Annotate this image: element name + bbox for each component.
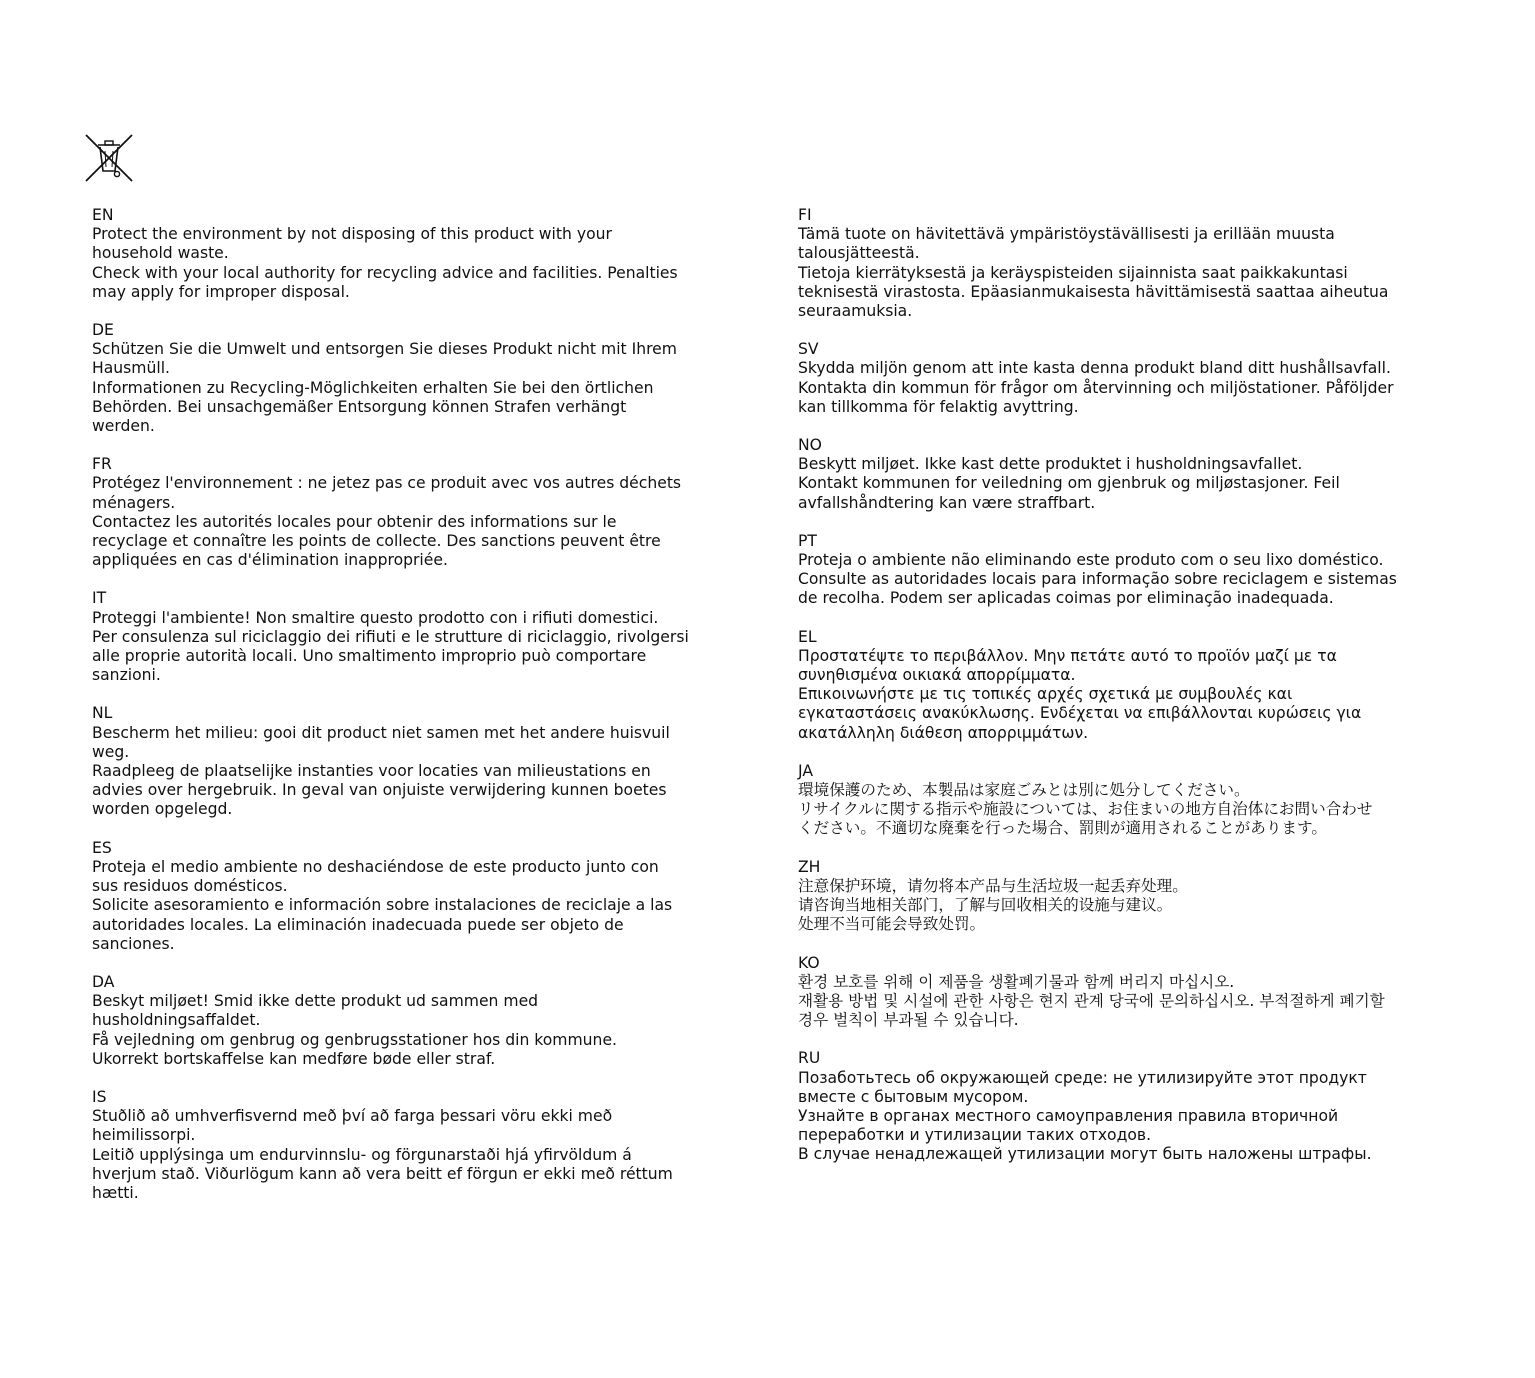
text-line: advies over hergebruik. In geval van onjuiste verwijdering kunnen boetes bbox=[92, 781, 667, 800]
text-line: ακατάλληλη διάθεση απορριμμάτων. bbox=[798, 723, 1089, 742]
text-line: recyclage et connaître les points de collecte. Des sanctions peuvent être bbox=[92, 532, 661, 551]
text-line: appliquées en cas d'élimination inappropriée. bbox=[92, 551, 448, 570]
disposal-text bbox=[798, 877, 1438, 935]
text-line: autoridades locales. La eliminación inadecuada puede ser objeto de bbox=[92, 915, 624, 934]
disposal-text bbox=[92, 609, 732, 686]
text-line: Få vejledning om genbrug og genbrugsstationer hos din kommune. bbox=[92, 1030, 617, 1049]
text-line: Beskytt miljøet. Ikke kast dette produktet i husholdningsavfallet. bbox=[798, 455, 1303, 474]
language-section-ru bbox=[798, 1049, 1438, 1164]
text-line: sanciones. bbox=[92, 934, 175, 953]
language-code: EL bbox=[798, 627, 817, 646]
text-line: Позаботьтесь об окружающей среде: не утилизируйте этот продукт bbox=[798, 1068, 1367, 1087]
disposal-text bbox=[798, 1069, 1438, 1165]
text-line: 환경 보호를 위해 이 제품을 생활폐기물과 함께 버리지 마십시오. bbox=[798, 972, 1235, 991]
text-line: Kontakta din kommun för frågor om återvinning och miljöstationer. Påföljder bbox=[798, 378, 1394, 397]
text-line: heimilissorpi. bbox=[92, 1126, 196, 1145]
text-line: リサイクルに関する指示や施設については、お住まいの地方自治体にお問い合わせ bbox=[798, 800, 1373, 819]
text-line: ménagers. bbox=[92, 493, 176, 512]
language-code: IS bbox=[92, 1087, 107, 1106]
disposal-text bbox=[798, 455, 1438, 513]
disposal-text bbox=[798, 225, 1438, 321]
language-code: KO bbox=[798, 953, 820, 972]
text-line: Bescherm het milieu: gooi dit product niet samen met het andere huisvuil bbox=[92, 723, 670, 742]
text-line: sus residuos domésticos. bbox=[92, 877, 288, 896]
language-section-ja bbox=[798, 762, 1438, 839]
language-code: PT bbox=[798, 531, 817, 550]
text-line: Consulte as autoridades locais para informação sobre reciclagem e sistemas bbox=[798, 570, 1397, 589]
text-line: ください。不適切な廃棄を行った場合、罰則が適用されることがあります。 bbox=[798, 819, 1327, 838]
language-section-es bbox=[92, 839, 732, 954]
text-line: Contactez les autorités locales pour obtenir des informations sur le bbox=[92, 512, 617, 531]
text-line: Επικοινωνήστε με τις τοπικές αρχές σχετικά με συμβουλές και bbox=[798, 685, 1293, 704]
language-section-ko bbox=[798, 954, 1438, 1031]
text-line: weg. bbox=[92, 742, 130, 761]
language-code: EN bbox=[92, 206, 114, 224]
language-code: DA bbox=[92, 972, 115, 991]
disposal-text bbox=[92, 340, 732, 436]
text-line: εγκαταστάσεις ανακύκλωσης. Ενδέχεται να επιβάλλονται κυρώσεις για bbox=[798, 704, 1362, 723]
text-line: Kontakt kommunen for veiledning om gjenbruk og miljøstasjoner. Feil bbox=[798, 474, 1340, 493]
language-section-it bbox=[92, 589, 732, 685]
text-line: συνηθισμένα οικιακά απορρίμματα. bbox=[798, 666, 1076, 685]
text-line: Proteja el medio ambiente no deshaciéndose de este producto junto con bbox=[92, 857, 659, 876]
text-line: Tietoja kierrätyksestä ja keräyspisteiden sijainnista saat paikkakuntasi bbox=[798, 263, 1348, 282]
language-section-fr bbox=[92, 455, 732, 570]
disposal-text bbox=[798, 973, 1438, 1031]
right-language-column bbox=[798, 206, 1438, 1184]
text-line: 请咨询当地相关部门，了解与回收相关的设施与建议。 bbox=[798, 896, 1173, 915]
text-line: worden opgelegd. bbox=[92, 800, 233, 819]
text-line: Beskyt miljøet! Smid ikke dette produkt ud sammen med bbox=[92, 992, 539, 1011]
text-line: 注意保护环境，请勿将本产品与生活垃圾一起丢弃处理。 bbox=[798, 876, 1188, 895]
language-code: RU bbox=[798, 1049, 821, 1068]
language-code: IT bbox=[92, 589, 107, 608]
left-language-column bbox=[92, 206, 732, 1222]
disposal-text bbox=[92, 474, 732, 570]
language-code: JA bbox=[798, 761, 813, 780]
disposal-text bbox=[92, 225, 732, 302]
text-line: Raadpleeg de plaatselijke instanties voor locaties van milieustations en bbox=[92, 762, 651, 781]
language-section-zh bbox=[798, 858, 1438, 935]
text-line: seuraamuksia. bbox=[798, 302, 913, 321]
disposal-text bbox=[92, 724, 732, 820]
text-line: Protégez l'environnement : ne jetez pas ce produit avec vos autres déchets bbox=[92, 474, 682, 493]
text-line: 处理不当可能会导致处罚。 bbox=[798, 915, 986, 934]
text-line: sanzioni. bbox=[92, 666, 161, 685]
text-line: Προστατέψτε το περιβάλλον. Μην πετάτε αυτό το προϊόν μαζί με τα bbox=[798, 646, 1337, 665]
disposal-text bbox=[92, 992, 732, 1069]
text-line: talousjätteestä. bbox=[798, 244, 920, 263]
text-line: kan tillkomma för felaktig avyttring. bbox=[798, 397, 1079, 416]
text-line: Leitið upplýsinga um endurvinnslu- og förgunarstaði hjá yfirvöldum á bbox=[92, 1145, 632, 1164]
disposal-text bbox=[798, 647, 1438, 743]
text-line: Per consulenza sul riciclaggio dei rifiuti e le strutture di riciclaggio, rivolgersi bbox=[92, 627, 689, 646]
text-line: Protect the environment by not disposing of this product with your bbox=[92, 225, 612, 244]
text-line: household waste. bbox=[92, 244, 229, 263]
text-line: Stuðlið að umhverfisvernd með því að farga þessari vöru ekki með bbox=[92, 1107, 613, 1126]
language-section-pt bbox=[798, 532, 1438, 609]
text-line: teknisestä virastosta. Epäasianmukaisesta hävittämisestä saattaa aiheutua bbox=[798, 282, 1389, 301]
text-line: hætti. bbox=[92, 1183, 139, 1202]
text-line: Proteggi l'ambiente! Non smaltire questo prodotto con i rifiuti domestici. bbox=[92, 608, 659, 627]
text-line: Узнайте в органах местного самоуправления правила вторичной bbox=[798, 1106, 1339, 1125]
language-section-el bbox=[798, 628, 1438, 743]
text-line: Check with your local authority for recycling advice and facilities. Penalties bbox=[92, 263, 678, 282]
text-line: Schützen Sie die Umwelt und entsorgen Sie dieses Produkt nicht mit Ihrem bbox=[92, 340, 677, 359]
text-line: husholdningsaffaldet. bbox=[92, 1011, 261, 1030]
text-line: 環境保護のため、本製品は家庭ごみとは別に処分してください。 bbox=[798, 781, 1250, 800]
text-line: Informationen zu Recycling-Möglichkeiten erhalten Sie bei den örtlichen bbox=[92, 378, 654, 397]
language-code: DE bbox=[92, 321, 114, 340]
text-line: alle proprie autorità locali. Uno smaltimento improprio può comportare bbox=[92, 647, 647, 666]
text-line: Hausmüll. bbox=[92, 359, 170, 378]
language-section-is bbox=[92, 1088, 732, 1203]
text-line: Behörden. Bei unsachgemäßer Entsorgung können Strafen verhängt bbox=[92, 397, 627, 416]
text-line: de recolha. Podem ser aplicadas coimas por eliminação inadequada. bbox=[798, 589, 1334, 608]
language-section-sv bbox=[798, 340, 1438, 417]
language-section-fi bbox=[798, 206, 1438, 321]
text-line: Skydda miljön genom att inte kasta denna produkt bland ditt hushållsavfall. bbox=[798, 359, 1391, 378]
language-code: NL bbox=[92, 704, 113, 723]
text-line: Solicite asesoramiento e información sobre instalaciones de reciclaje a las bbox=[92, 896, 673, 915]
text-line: may apply for improper disposal. bbox=[92, 282, 350, 301]
language-section-da bbox=[92, 973, 732, 1069]
text-line: avfallshåndtering kan være straffbart. bbox=[798, 493, 1096, 512]
disposal-text bbox=[92, 858, 732, 954]
disposal-text bbox=[798, 551, 1438, 609]
language-code: SV bbox=[798, 340, 819, 359]
language-section-de bbox=[92, 321, 732, 436]
text-line: Tämä tuote on hävitettävä ympäristöystävällisesti ja erillään muusta bbox=[798, 225, 1335, 244]
text-line: 재활용 방법 및 시설에 관한 사항은 현지 관계 당국에 문의하십시오. 부적절하게 폐기할 bbox=[798, 991, 1385, 1010]
language-code: ES bbox=[92, 838, 112, 857]
text-line: hverjum stað. Viðurlögum kann að vera beitt ef förgun er ekki með réttum bbox=[92, 1164, 673, 1183]
disposal-text bbox=[798, 781, 1438, 839]
language-code: ZH bbox=[798, 857, 821, 876]
language-section-no bbox=[798, 436, 1438, 513]
text-line: переработки и утилизации таких отходов. bbox=[798, 1126, 1152, 1145]
text-line: 경우 벌칙이 부과될 수 있습니다. bbox=[798, 1011, 1019, 1030]
disposal-text bbox=[92, 1107, 732, 1203]
language-code: FR bbox=[92, 455, 112, 474]
language-section-en bbox=[92, 206, 732, 302]
text-line: Proteja o ambiente não eliminando este produto com o seu lixo doméstico. bbox=[798, 551, 1384, 570]
text-line: werden. bbox=[92, 417, 155, 436]
text-line: вместе с бытовым мусором. bbox=[798, 1087, 1029, 1106]
text-line: Ukorrekt bortskaffelse kan medføre bøde eller straf. bbox=[92, 1049, 496, 1068]
weee-crossed-out-bin-icon bbox=[84, 133, 134, 185]
disposal-text bbox=[798, 359, 1438, 417]
language-section-nl bbox=[92, 704, 732, 819]
language-code: NO bbox=[798, 436, 822, 455]
text-line: В случае ненадлежащей утилизации могут быть наложены штрафы. bbox=[798, 1145, 1372, 1164]
language-code: FI bbox=[798, 206, 812, 224]
